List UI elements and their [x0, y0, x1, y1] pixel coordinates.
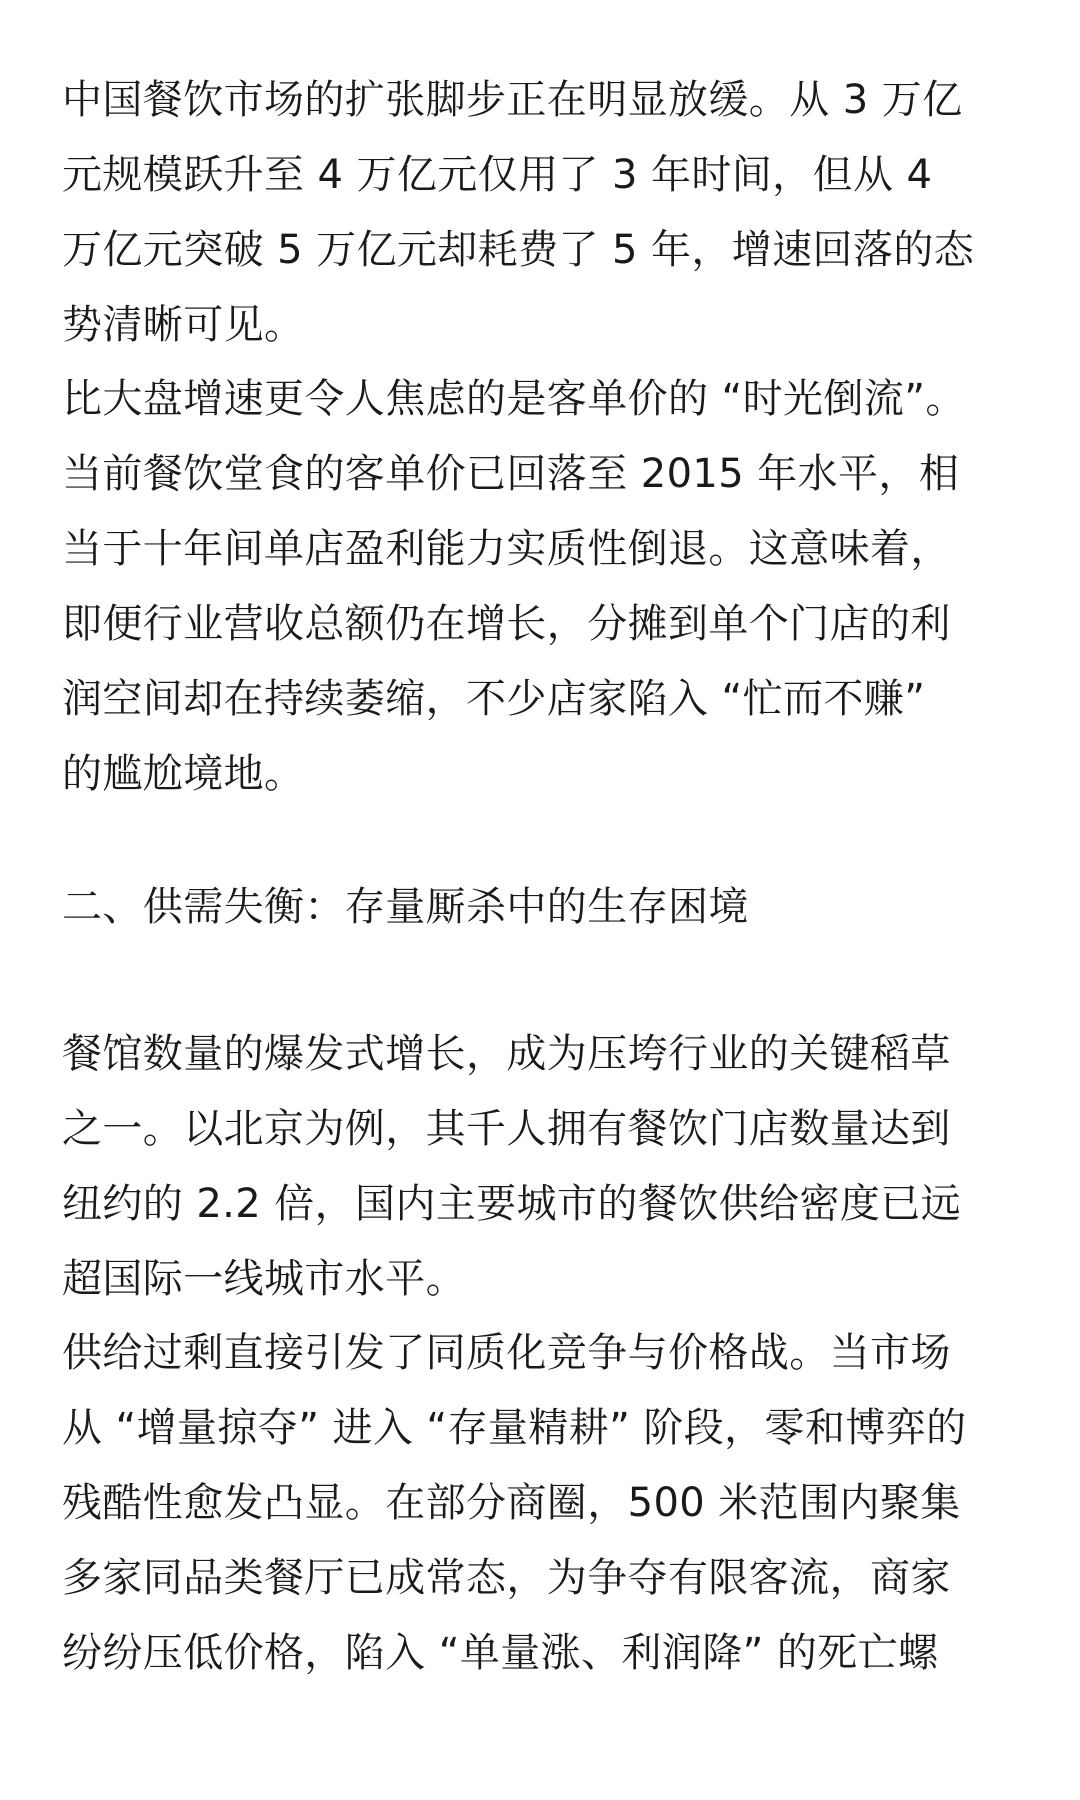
section-heading — [62, 870, 1022, 945]
text-line: 从 “增量掠夺” 进入 “存量精耕” 阶段，零和博弈的 — [62, 1405, 967, 1451]
text-line: 当前餐饮堂食的客单价已回落至 2015 年水平，相 — [62, 451, 960, 497]
text-line: 比大盘增速更令人焦虑的是客单价的 “时光倒流”。 — [62, 376, 966, 422]
section-heading-text: 二、供需失衡：存量厮杀中的生存困境 — [62, 884, 749, 930]
text-line: 之一。以北京为例，其千人拥有餐饮门店数量达到 — [62, 1106, 951, 1152]
text-line: 当于十年间单店盈利能力实质性倒退。这意味着， — [62, 526, 951, 572]
text-line: 即便行业营收总额仍在增长，分摊到单个门店的利 — [62, 601, 951, 647]
text-line: 纷纷压低价格，陷入 “单量涨、利润降” 的死亡螺 — [62, 1630, 939, 1676]
text-line: 纽约的 2.2 倍，国内主要城市的餐饮供给密度已远 — [62, 1181, 962, 1227]
paragraph-ticket-price — [62, 362, 1022, 812]
text-line: 中国餐饮市场的扩张脚步正在明显放缓。从 3 万亿 — [62, 77, 963, 123]
text-line: 餐馆数量的爆发式增长，成为压垮行业的关键稻草 — [62, 1031, 951, 1077]
text-line: 的尴尬境地。 — [62, 751, 305, 797]
text-line: 残酷性愈发凸显。在部分商圈，500 米范围内聚集 — [62, 1480, 961, 1526]
text-line: 万亿元突破 5 万亿元却耗费了 5 年，增速回落的态 — [62, 227, 975, 273]
paragraph-market-slowdown — [62, 63, 1022, 363]
paragraph-restaurant-density — [62, 1017, 1022, 1317]
text-line: 元规模跃升至 4 万亿元仅用了 3 年时间，但从 4 — [62, 152, 933, 198]
text-line: 多家同品类餐厅已成常态，为争夺有限客流，商家 — [62, 1555, 951, 1601]
text-line: 超国际一线城市水平。 — [62, 1256, 466, 1302]
text-line: 润空间却在持续萎缩，不少店家陷入 “忙而不赚” — [62, 676, 926, 722]
text-line: 势清晰可见。 — [62, 302, 305, 348]
text-line: 供给过剩直接引发了同质化竞争与价格战。当市场 — [62, 1330, 951, 1376]
paragraph-price-war — [62, 1316, 1022, 1691]
